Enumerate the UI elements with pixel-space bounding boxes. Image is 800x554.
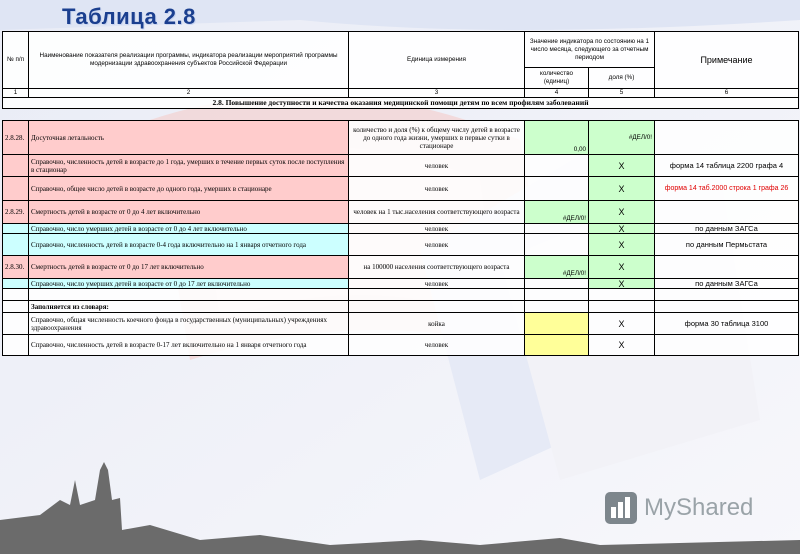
row-note	[655, 335, 799, 356]
row-unit: человек	[349, 234, 525, 256]
row-number: 2.8.29.	[3, 201, 29, 224]
row-unit	[349, 301, 525, 313]
col-number-6: 6	[655, 89, 799, 98]
table-row	[3, 313, 799, 335]
row-note: по данным Пермьстата	[655, 234, 799, 256]
row-qty	[525, 289, 589, 301]
table-row	[3, 177, 799, 201]
table-row	[3, 301, 799, 313]
row-name: Смертность детей в возрасте от 0 до 17 лет включительно	[29, 256, 349, 279]
row-share: Х	[589, 313, 655, 335]
row-note	[655, 289, 799, 301]
row-number	[3, 177, 29, 201]
row-note: форма 14 таб.2000 строка 1 графа 26	[655, 177, 799, 201]
row-share: Х	[589, 224, 655, 234]
row-qty[interactable]: 0,00	[525, 121, 589, 155]
row-number	[3, 234, 29, 256]
row-share	[589, 301, 655, 313]
row-unit: человек	[349, 224, 525, 234]
row-unit: человек на 1 тыс.населения соответствующего возраста	[349, 201, 525, 224]
row-number	[3, 301, 29, 313]
row-note: форма 30 таблица 3100	[655, 313, 799, 335]
row-name: Справочно, общая численность коечного фонда в государственных (муниципальных) учреждениях здравоохранения	[29, 313, 349, 335]
row-note: по данным ЗАГСа	[655, 279, 799, 289]
table-row	[3, 289, 799, 301]
row-share: Х	[589, 279, 655, 289]
table-row	[3, 155, 799, 177]
table-row	[3, 234, 799, 256]
row-qty[interactable]	[525, 313, 589, 335]
row-number	[3, 279, 29, 289]
row-name: Досуточная летальность	[29, 121, 349, 155]
row-unit: человек	[349, 177, 525, 201]
row-unit: человек	[349, 279, 525, 289]
row-number: 2.8.28.	[3, 121, 29, 155]
row-name: Справочно, число умерших детей в возрасте от 0 до 17 лет включительно	[29, 279, 349, 289]
row-number	[3, 224, 29, 234]
myshared-logo-icon	[604, 491, 638, 525]
row-number	[3, 155, 29, 177]
row-unit: количество и доля (%) к общему числу детей в возрасте до одного года жизни, умерших в первые сутки в стационаре	[349, 121, 525, 155]
row-share: Х	[589, 155, 655, 177]
table-row	[3, 224, 799, 234]
row-qty[interactable]	[525, 335, 589, 356]
table-row	[3, 121, 799, 155]
col-number-1: 1	[3, 89, 29, 98]
row-number	[3, 335, 29, 356]
header-share: доля (%)	[589, 68, 655, 89]
row-note: по данным ЗАГСа	[655, 224, 799, 234]
row-name: Справочно, численность детей в возрасте до 1 года, умерших в течение первых суток после поступления в стационар	[29, 155, 349, 177]
row-name: Справочно, численность детей в возрасте 0-4 года включительно на 1 января отчетного года	[29, 234, 349, 256]
data-table	[2, 120, 799, 356]
row-qty[interactable]	[525, 279, 589, 289]
col-number-5: 5	[589, 89, 655, 98]
header-num: № п/п	[3, 32, 29, 89]
row-unit: человек	[349, 335, 525, 356]
row-name: Справочно, число умерших детей в возрасте от 0 до 4 лет включительно	[29, 224, 349, 234]
row-share: Х	[589, 335, 655, 356]
header-value: Значение индикатора по состоянию на 1 число месяца, следующего за отчетным периодом	[525, 32, 655, 68]
table-row	[3, 279, 799, 289]
header-unit: Единица измерения	[349, 32, 525, 89]
indicator-table	[2, 31, 799, 109]
row-note	[655, 201, 799, 224]
row-qty[interactable]: #ДЕЛ/0!	[525, 256, 589, 279]
row-share	[589, 289, 655, 301]
row-share: Х	[589, 234, 655, 256]
row-unit: койка	[349, 313, 525, 335]
header-qty: количество (единиц)	[525, 68, 589, 89]
col-number-4: 4	[525, 89, 589, 98]
row-share: Х	[589, 256, 655, 279]
row-name: Смертность детей в возрасте от 0 до 4 лет включительно	[29, 201, 349, 224]
row-share: Х	[589, 201, 655, 224]
col-number-2: 2	[29, 89, 349, 98]
row-note: форма 14 таблица 2200 графа 4	[655, 155, 799, 177]
row-share: Х	[589, 177, 655, 201]
column-number-row	[3, 89, 799, 98]
section-title: 2.8. Повышение доступности и качества оказания медицинской помощи детям по всем профилям заболеваний	[3, 98, 799, 109]
col-number-3: 3	[349, 89, 525, 98]
table-row	[3, 201, 799, 224]
header-name: Наименование показателя реализации программы, индикатора реализации мероприятий программы модернизации здравоохранения субъектов Российской Федерации	[29, 32, 349, 89]
row-qty[interactable]	[525, 177, 589, 201]
myshared-logo-text: MyShared	[644, 494, 754, 521]
row-qty	[525, 301, 589, 313]
row-unit: человек	[349, 155, 525, 177]
row-share[interactable]: #ДЕЛ/0!	[589, 121, 655, 155]
table-row	[3, 256, 799, 279]
row-qty[interactable]: #ДЕЛ/0!	[525, 201, 589, 224]
row-unit	[349, 289, 525, 301]
row-number	[3, 313, 29, 335]
row-number	[3, 289, 29, 301]
header-row	[3, 32, 799, 68]
row-qty[interactable]	[525, 234, 589, 256]
page-title: Таблица 2.8	[62, 4, 196, 29]
row-qty[interactable]	[525, 224, 589, 234]
row-number: 2.8.30.	[3, 256, 29, 279]
row-note	[655, 301, 799, 313]
row-name: Справочно, численность детей в возрасте 0-17 лет включительно на 1 января отчетного года	[29, 335, 349, 356]
row-note	[655, 121, 799, 155]
row-qty[interactable]	[525, 155, 589, 177]
myshared-logo	[604, 490, 753, 526]
table-row	[3, 335, 799, 356]
dictionary-label: Заполняется из словаря:	[29, 301, 349, 313]
row-note	[655, 256, 799, 279]
row-name: Справочно, общее число детей в возрасте до одного года, умерших в стационаре	[29, 177, 349, 201]
row-name	[29, 289, 349, 301]
row-unit: на 100000 населения соответствующего возраста	[349, 256, 525, 279]
header-note: Примечание	[655, 32, 799, 89]
